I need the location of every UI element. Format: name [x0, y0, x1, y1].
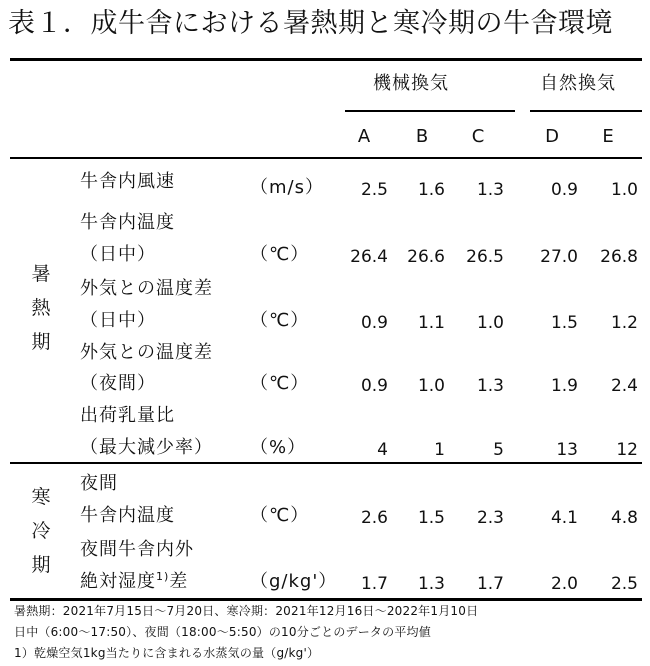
table-cell: 12 [616, 440, 638, 460]
footnote-marker: 1) [156, 570, 170, 583]
table-cell: 1.2 [610, 313, 638, 333]
table-cell: 2.6 [360, 508, 388, 528]
row-unit: （g/kg'） [250, 571, 338, 592]
table-cell: 1 [434, 440, 445, 460]
column-header-a: A [357, 126, 371, 147]
row-label: 牛舎内風速 [80, 171, 175, 192]
column-header-e: E [602, 126, 614, 147]
table-cell: 2.0 [550, 574, 578, 594]
row-label-sub [80, 570, 188, 594]
table-cell: 1.6 [417, 180, 445, 200]
table-cell: 1.0 [476, 313, 504, 333]
column-header-b: B [415, 126, 429, 147]
row-label: 外気との温度差 [80, 278, 213, 299]
table-cell: 13 [556, 440, 578, 460]
row-label-sub: 牛舎内温度 [80, 505, 175, 526]
column-header-c: C [471, 126, 485, 147]
row-label-sub: （日中） [80, 310, 156, 331]
section-label-winter [26, 480, 56, 582]
table-cell: 1.7 [360, 574, 388, 594]
section-char: 熱 [31, 297, 51, 319]
row-unit: （℃） [250, 244, 310, 265]
row-label-sub: （夜間） [80, 373, 156, 394]
row-label: 夜間 [80, 473, 118, 494]
table-cell: 0.9 [360, 313, 388, 333]
table-cell: 2.3 [476, 508, 504, 528]
row-label: 出荷乳量比 [80, 405, 175, 426]
group-underline-natural [530, 110, 642, 112]
row-label-sub: （日中） [80, 244, 156, 265]
table-cell: 27.0 [540, 247, 578, 267]
section-char: 冷 [31, 520, 51, 542]
row-unit: （℃） [250, 310, 310, 331]
group-header-mechanical: 機械換気 [373, 73, 449, 94]
row-label-sub-suffix: 差 [169, 571, 189, 592]
table-cell: 26.8 [600, 247, 638, 267]
section-char: 期 [31, 331, 51, 353]
bottom-rule [10, 598, 642, 601]
section-label-summer [26, 257, 56, 359]
table-cell: 1.7 [476, 574, 504, 594]
row-label: 外気との温度差 [80, 342, 213, 363]
table-cell: 2.5 [610, 574, 638, 594]
top-rule [10, 58, 642, 61]
column-header-d: D [545, 126, 559, 147]
row-label: 夜間牛舎内外 [80, 539, 194, 560]
footnote-time: 日中（6:00～17:50）、夜間（18:00～5:50）の10分ごとのデータの平均値 [14, 625, 431, 639]
table-cell: 1.3 [476, 376, 504, 396]
table-cell: 26.4 [350, 247, 388, 267]
table-cell: 1.5 [417, 508, 445, 528]
row-label-sub-text: 絶対湿度 [80, 571, 156, 592]
group-header-natural: 自然換気 [540, 73, 616, 94]
table-cell: 0.9 [550, 180, 578, 200]
footnote-period: 暑熱期：2021年7月15日～7月20日、寒冷期：2021年12月16日～2022年1月10日 [14, 604, 479, 618]
table-cell: 1.3 [476, 180, 504, 200]
section-char: 期 [31, 554, 51, 576]
table-cell: 2.4 [610, 376, 638, 396]
row-label: 牛舎内温度 [80, 212, 175, 233]
group-underline-mechanical [345, 110, 515, 112]
row-unit: （m/s） [250, 177, 324, 198]
table-cell: 4 [377, 440, 388, 460]
table-cell: 4.1 [550, 508, 578, 528]
header-rule [10, 157, 642, 159]
table-cell: 5 [493, 440, 504, 460]
table-cell: 1.3 [417, 574, 445, 594]
table-cell: 26.5 [466, 247, 504, 267]
footnote-humidity: 1）乾燥空気1kg当たりに含まれる水蒸気の量（g/kg'） [14, 646, 320, 660]
table-title: 表１．成牛舎における暑熱期と寒冷期の牛舎環境 [8, 8, 613, 39]
table-cell: 1.5 [550, 313, 578, 333]
table-cell: 1.1 [417, 313, 445, 333]
table-cell: 1.0 [610, 180, 638, 200]
table-cell: 4.8 [610, 508, 638, 528]
section-rule [10, 462, 642, 464]
table-cell: 0.9 [360, 376, 388, 396]
table-cell: 1.9 [550, 376, 578, 396]
table-cell: 1.0 [417, 376, 445, 396]
row-unit: （℃） [250, 373, 310, 394]
row-unit: （%） [250, 437, 307, 458]
section-char: 寒 [31, 486, 51, 508]
table-cell: 2.5 [360, 180, 388, 200]
section-char: 暑 [31, 263, 51, 285]
table-cell: 26.6 [407, 247, 445, 267]
row-label-sub: （最大減少率） [80, 437, 213, 458]
row-unit: （℃） [250, 505, 310, 526]
